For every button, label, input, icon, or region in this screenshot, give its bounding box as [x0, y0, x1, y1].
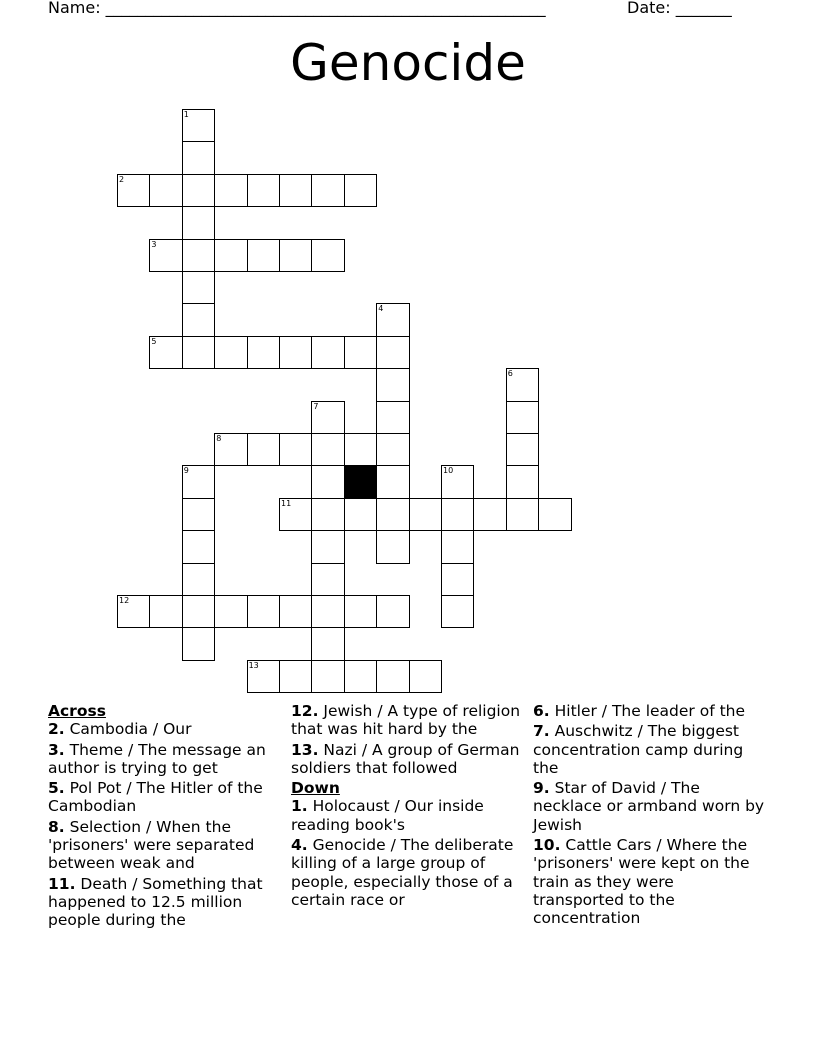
crossword-cell[interactable] [279, 660, 312, 693]
across-clue [48, 875, 280, 930]
down-clue [291, 836, 523, 909]
crossword-cell[interactable] [344, 336, 377, 369]
across-clue [48, 818, 280, 873]
clue-number-label: 4 [378, 304, 384, 314]
crossword-cell[interactable] [279, 498, 312, 531]
crossword-cell[interactable] [182, 530, 215, 563]
across-clue [291, 741, 523, 778]
crossword-cell[interactable] [376, 368, 409, 401]
clue-number-label: 8 [216, 434, 222, 443]
crossword-cell[interactable] [376, 465, 409, 498]
down-clue [533, 836, 765, 927]
name-field: Name: _______________________________________________________ [48, 0, 546, 17]
clue-number-label: 11 [281, 498, 292, 508]
clue-number: 5. [48, 779, 65, 798]
clue-text: Selection / When the 'prisoners' were separated between weak and [48, 817, 255, 873]
across-clue [291, 702, 523, 739]
crossword-cell[interactable] [311, 627, 344, 660]
clue-number: 13. [291, 740, 319, 759]
crossword-cell[interactable] [441, 563, 474, 596]
clue-number: 11. [48, 874, 76, 893]
clue-number: 8. [48, 817, 65, 836]
crossword-cell[interactable] [182, 174, 215, 207]
crossword-cell[interactable] [311, 401, 344, 434]
clue-column-1 [48, 702, 280, 932]
crossword-cell[interactable] [247, 595, 280, 628]
crossword-cell[interactable] [473, 498, 506, 531]
crossword-cell[interactable] [344, 498, 377, 531]
clue-number: 2. [48, 720, 65, 739]
crossword-cell[interactable] [279, 239, 312, 272]
clue-text: Cambodia / Our [64, 720, 192, 739]
clue-text: Death / Something that happened to 12.5 million people during the [48, 874, 263, 930]
crossword-cell[interactable] [149, 239, 182, 272]
crossword-cell[interactable] [149, 595, 182, 628]
crossword-cell[interactable] [182, 109, 215, 142]
crossword-cell[interactable] [311, 530, 344, 563]
crossword-cell[interactable] [311, 174, 344, 207]
clue-column-3 [533, 702, 765, 930]
crossword-cell[interactable] [182, 465, 215, 498]
crossword-cell[interactable] [214, 174, 247, 207]
clue-number-label: 3 [151, 239, 157, 249]
crossword-cell[interactable] [279, 336, 312, 369]
crossword-cell[interactable] [376, 530, 409, 563]
crossword-cell[interactable] [506, 498, 539, 531]
crossword-cell[interactable] [117, 595, 150, 628]
clue-number-label: 10 [443, 466, 454, 476]
clue-number: 10. [533, 836, 561, 855]
crossword-cell[interactable] [182, 239, 215, 272]
crossword-cell[interactable] [441, 595, 474, 628]
down-clue [291, 797, 523, 834]
crossword-cell[interactable] [311, 239, 344, 272]
crossword-cell[interactable] [182, 336, 215, 369]
down-clue [533, 702, 765, 720]
crossword-cell[interactable] [182, 141, 215, 174]
clue-text: Jewish / A type of religion that was hit hard by the [291, 702, 521, 739]
crossword-cell[interactable] [344, 595, 377, 628]
crossword-cell[interactable] [311, 660, 344, 693]
crossword-cell[interactable] [441, 530, 474, 563]
crossword-cell[interactable] [506, 465, 539, 498]
clue-number: 9. [533, 779, 550, 798]
across-clue [48, 779, 280, 816]
crossword-cell[interactable] [506, 401, 539, 434]
clue-text: Genocide / The deliberate killing of a large group of people, especially those of a certain race or [291, 836, 514, 909]
crossword-cell[interactable] [247, 239, 280, 272]
across-clue [48, 720, 280, 738]
across-heading: Across [48, 702, 106, 720]
clue-number: 7. [533, 722, 550, 741]
crossword-cell[interactable] [279, 174, 312, 207]
crossword-cell[interactable] [214, 239, 247, 272]
crossword-cell[interactable] [376, 498, 409, 531]
clue-number-label: 5 [151, 336, 157, 346]
crossword-cell[interactable] [279, 433, 312, 466]
clue-number: 1. [291, 797, 308, 816]
crossword-cell[interactable] [247, 336, 280, 369]
clue-text: Cattle Cars / Where the 'prisoners' were kept on the train as they were transported to the concentration [533, 836, 750, 928]
clue-text: Star of David / The necklace or armband worn by Jewish [533, 779, 765, 834]
crossword-cell[interactable] [247, 174, 280, 207]
down-clue [533, 722, 765, 777]
clue-text: Theme / The message an author is trying to get [48, 740, 266, 777]
crossword-cell[interactable] [376, 336, 409, 369]
crossword-cell[interactable] [441, 465, 474, 498]
page-title: Genocide [290, 34, 526, 92]
clue-text: Hitler / The leader of the [549, 702, 746, 720]
crossword-cell[interactable] [376, 595, 409, 628]
crossword-cell[interactable] [311, 465, 344, 498]
clue-number: 3. [48, 740, 65, 759]
crossword-cell[interactable] [376, 660, 409, 693]
clue-number-label: 1 [183, 110, 189, 119]
crossword-cell[interactable] [506, 433, 539, 466]
crossword-cell[interactable] [117, 174, 150, 207]
crossword-cell[interactable] [214, 433, 247, 466]
crossword-cell[interactable] [311, 563, 344, 596]
clue-text: Holocaust / Our inside reading book's [291, 797, 484, 834]
clue-number-label: 6 [507, 369, 513, 379]
crossword-cell[interactable] [311, 498, 344, 531]
clue-number: 6. [533, 702, 550, 720]
down-heading: Down [291, 779, 340, 798]
crossword-block [344, 465, 377, 498]
clue-column-2 [291, 702, 523, 911]
clue-text: Nazi / A group of German soldiers that followed [291, 740, 520, 777]
clue-number-label: 13 [248, 660, 259, 670]
crossword-cell[interactable] [182, 206, 215, 239]
crossword-cell[interactable] [409, 498, 442, 531]
crossword-cell[interactable] [344, 660, 377, 693]
crossword-cell[interactable] [409, 660, 442, 693]
crossword-cell[interactable] [214, 595, 247, 628]
crossword-cell[interactable] [182, 563, 215, 596]
clue-number-label: 9 [183, 466, 189, 476]
crossword-cell[interactable] [279, 595, 312, 628]
crossword-cell[interactable] [376, 433, 409, 466]
clue-text: Auschwitz / The biggest concentration camp during the [533, 722, 744, 777]
crossword-cell[interactable] [376, 401, 409, 434]
crossword-cell[interactable] [182, 498, 215, 531]
across-clue [48, 741, 280, 778]
crossword-cell[interactable] [538, 498, 571, 531]
crossword-cell[interactable] [376, 303, 409, 336]
clue-text: Pol Pot / The Hitler of the Cambodian [48, 779, 263, 816]
clue-number-label: 2 [119, 174, 125, 184]
crossword-cell[interactable] [441, 498, 474, 531]
clue-number: 12. [291, 702, 319, 720]
crossword-cell[interactable] [247, 660, 280, 693]
crossword-cell[interactable] [311, 595, 344, 628]
date-field: Date: _______ [627, 0, 732, 17]
crossword-cell[interactable] [311, 433, 344, 466]
crossword-cell[interactable] [182, 271, 215, 304]
clue-number-label: 7 [313, 401, 319, 411]
clue-number: 4. [291, 836, 308, 855]
crossword-cell[interactable] [506, 368, 539, 401]
crossword-cell[interactable] [247, 433, 280, 466]
crossword-cell[interactable] [149, 336, 182, 369]
crossword-cell[interactable] [344, 433, 377, 466]
crossword-cell[interactable] [344, 174, 377, 207]
crossword-cell[interactable] [311, 336, 344, 369]
crossword-cell[interactable] [182, 303, 215, 336]
clue-number-label: 12 [119, 596, 130, 605]
crossword-cell[interactable] [149, 174, 182, 207]
crossword-cell[interactable] [214, 336, 247, 369]
crossword-cell[interactable] [182, 627, 215, 660]
crossword-cell[interactable] [182, 595, 215, 628]
down-clue [533, 779, 765, 834]
